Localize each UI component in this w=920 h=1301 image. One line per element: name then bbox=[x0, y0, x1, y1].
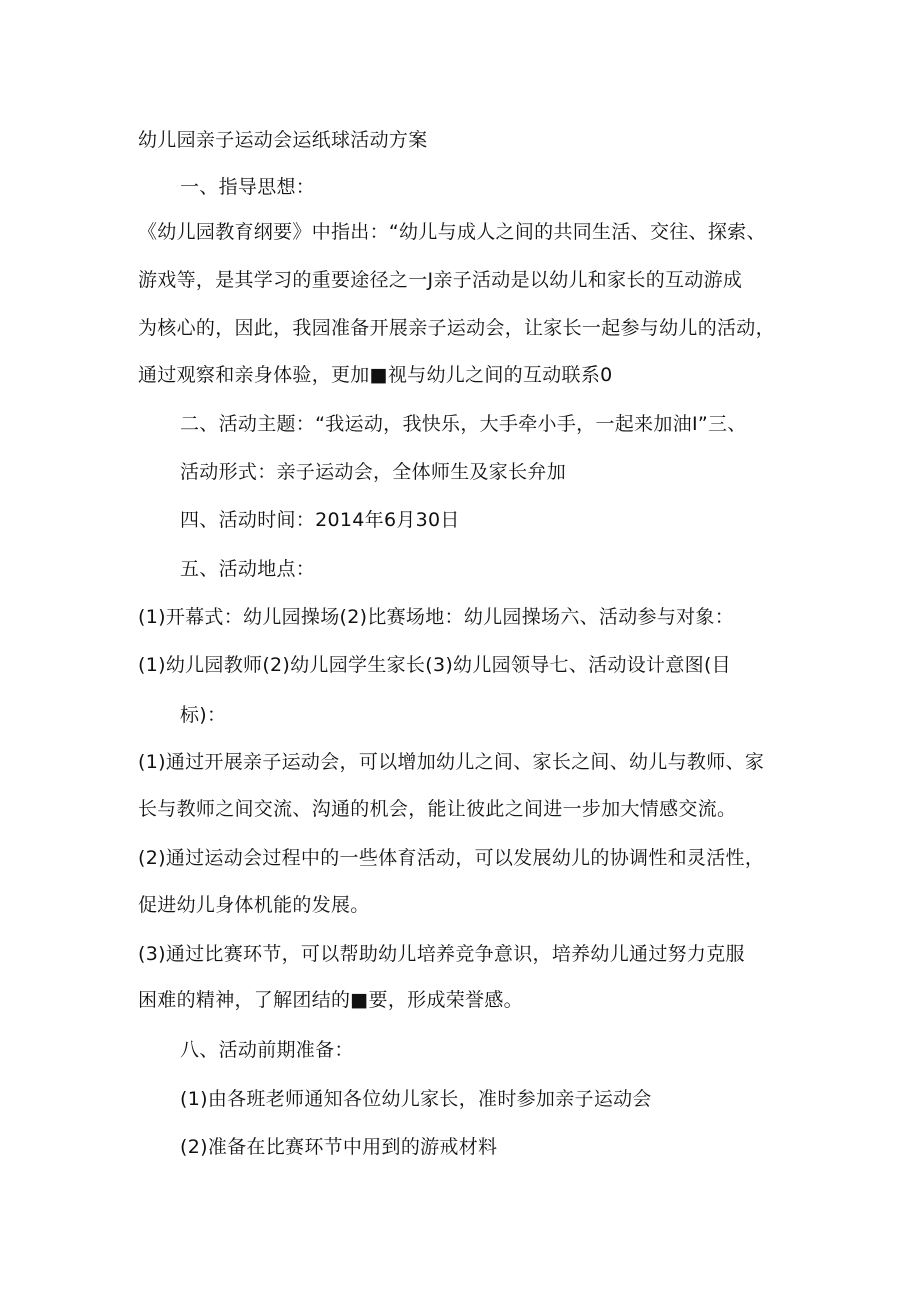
paragraph-line: (1)幼儿园教师(2)幼儿园学生家长(3)幼儿园领导七、活动设计意图(目 bbox=[138, 654, 731, 676]
paragraph-line: (3)通过比赛环节，可以帮助幼儿培养竞争意识，培养幼儿通过努力克服 bbox=[138, 943, 745, 965]
section-heading-theme: 二、活动主题：“我运动，我快乐，大手牵小手，一起来加油I”三、 bbox=[180, 413, 747, 435]
paragraph-line: (2)通过运动会过程中的一些体育活动，可以发展幼儿的协调性和灵活性， bbox=[138, 847, 765, 869]
paragraph-line: 为核心的，因此，我园准备开展亲子运动会，让家长一起参与幼儿的活动， bbox=[138, 317, 775, 339]
list-item: (2)准备在比赛环节中用到的游戒材料 bbox=[180, 1136, 498, 1158]
paragraph-line: 困难的精神，了解团结的■要，形成荣誉感。 bbox=[138, 989, 523, 1011]
paragraph-line: (1)通过开展亲子运动会，可以增加幼儿之间、家长之间、幼儿与教师、家 bbox=[138, 751, 765, 773]
section-heading-location: 五、活动地点： bbox=[180, 558, 316, 580]
paragraph-line: 通过观察和亲身体验，更加■视与幼儿之间的互动联系0 bbox=[138, 364, 613, 386]
paragraph-line: 标)： bbox=[180, 704, 227, 726]
paragraph-line: 游戏等，是其学习的重要途径之一J亲子活动是以幼儿和家长的互动游成 bbox=[138, 269, 743, 291]
section-heading-guiding-idea: 一、指导思想： bbox=[180, 176, 316, 198]
section-heading-preparation: 八、活动前期准备： bbox=[180, 1039, 354, 1061]
paragraph-line: (1)开幕式：幼儿园操场(2)比赛场地：幼儿园操场六、活动参与对象： bbox=[138, 606, 735, 628]
paragraph-line: 活动形式：亲子运动会，全体师生及家长弁加 bbox=[180, 461, 567, 483]
list-item: (1)由各班老师通知各位幼儿家长，准时参加亲子运动会 bbox=[180, 1088, 652, 1110]
document-title: 幼儿园亲子运动会运纸球活动方案 bbox=[138, 129, 428, 151]
paragraph-line: 长与教师之间交流、沟通的机会，能让彼此之间进一步加大情感交流。 bbox=[138, 798, 737, 820]
paragraph-line: 促进幼儿身体机能的发展。 bbox=[138, 894, 370, 916]
section-heading-time: 四、活动时间：2014年6月30日 bbox=[180, 509, 460, 531]
paragraph-line: 《幼儿园教育纲要》中指出：“幼儿与成人之间的共同生活、交往、探索、 bbox=[138, 221, 766, 243]
